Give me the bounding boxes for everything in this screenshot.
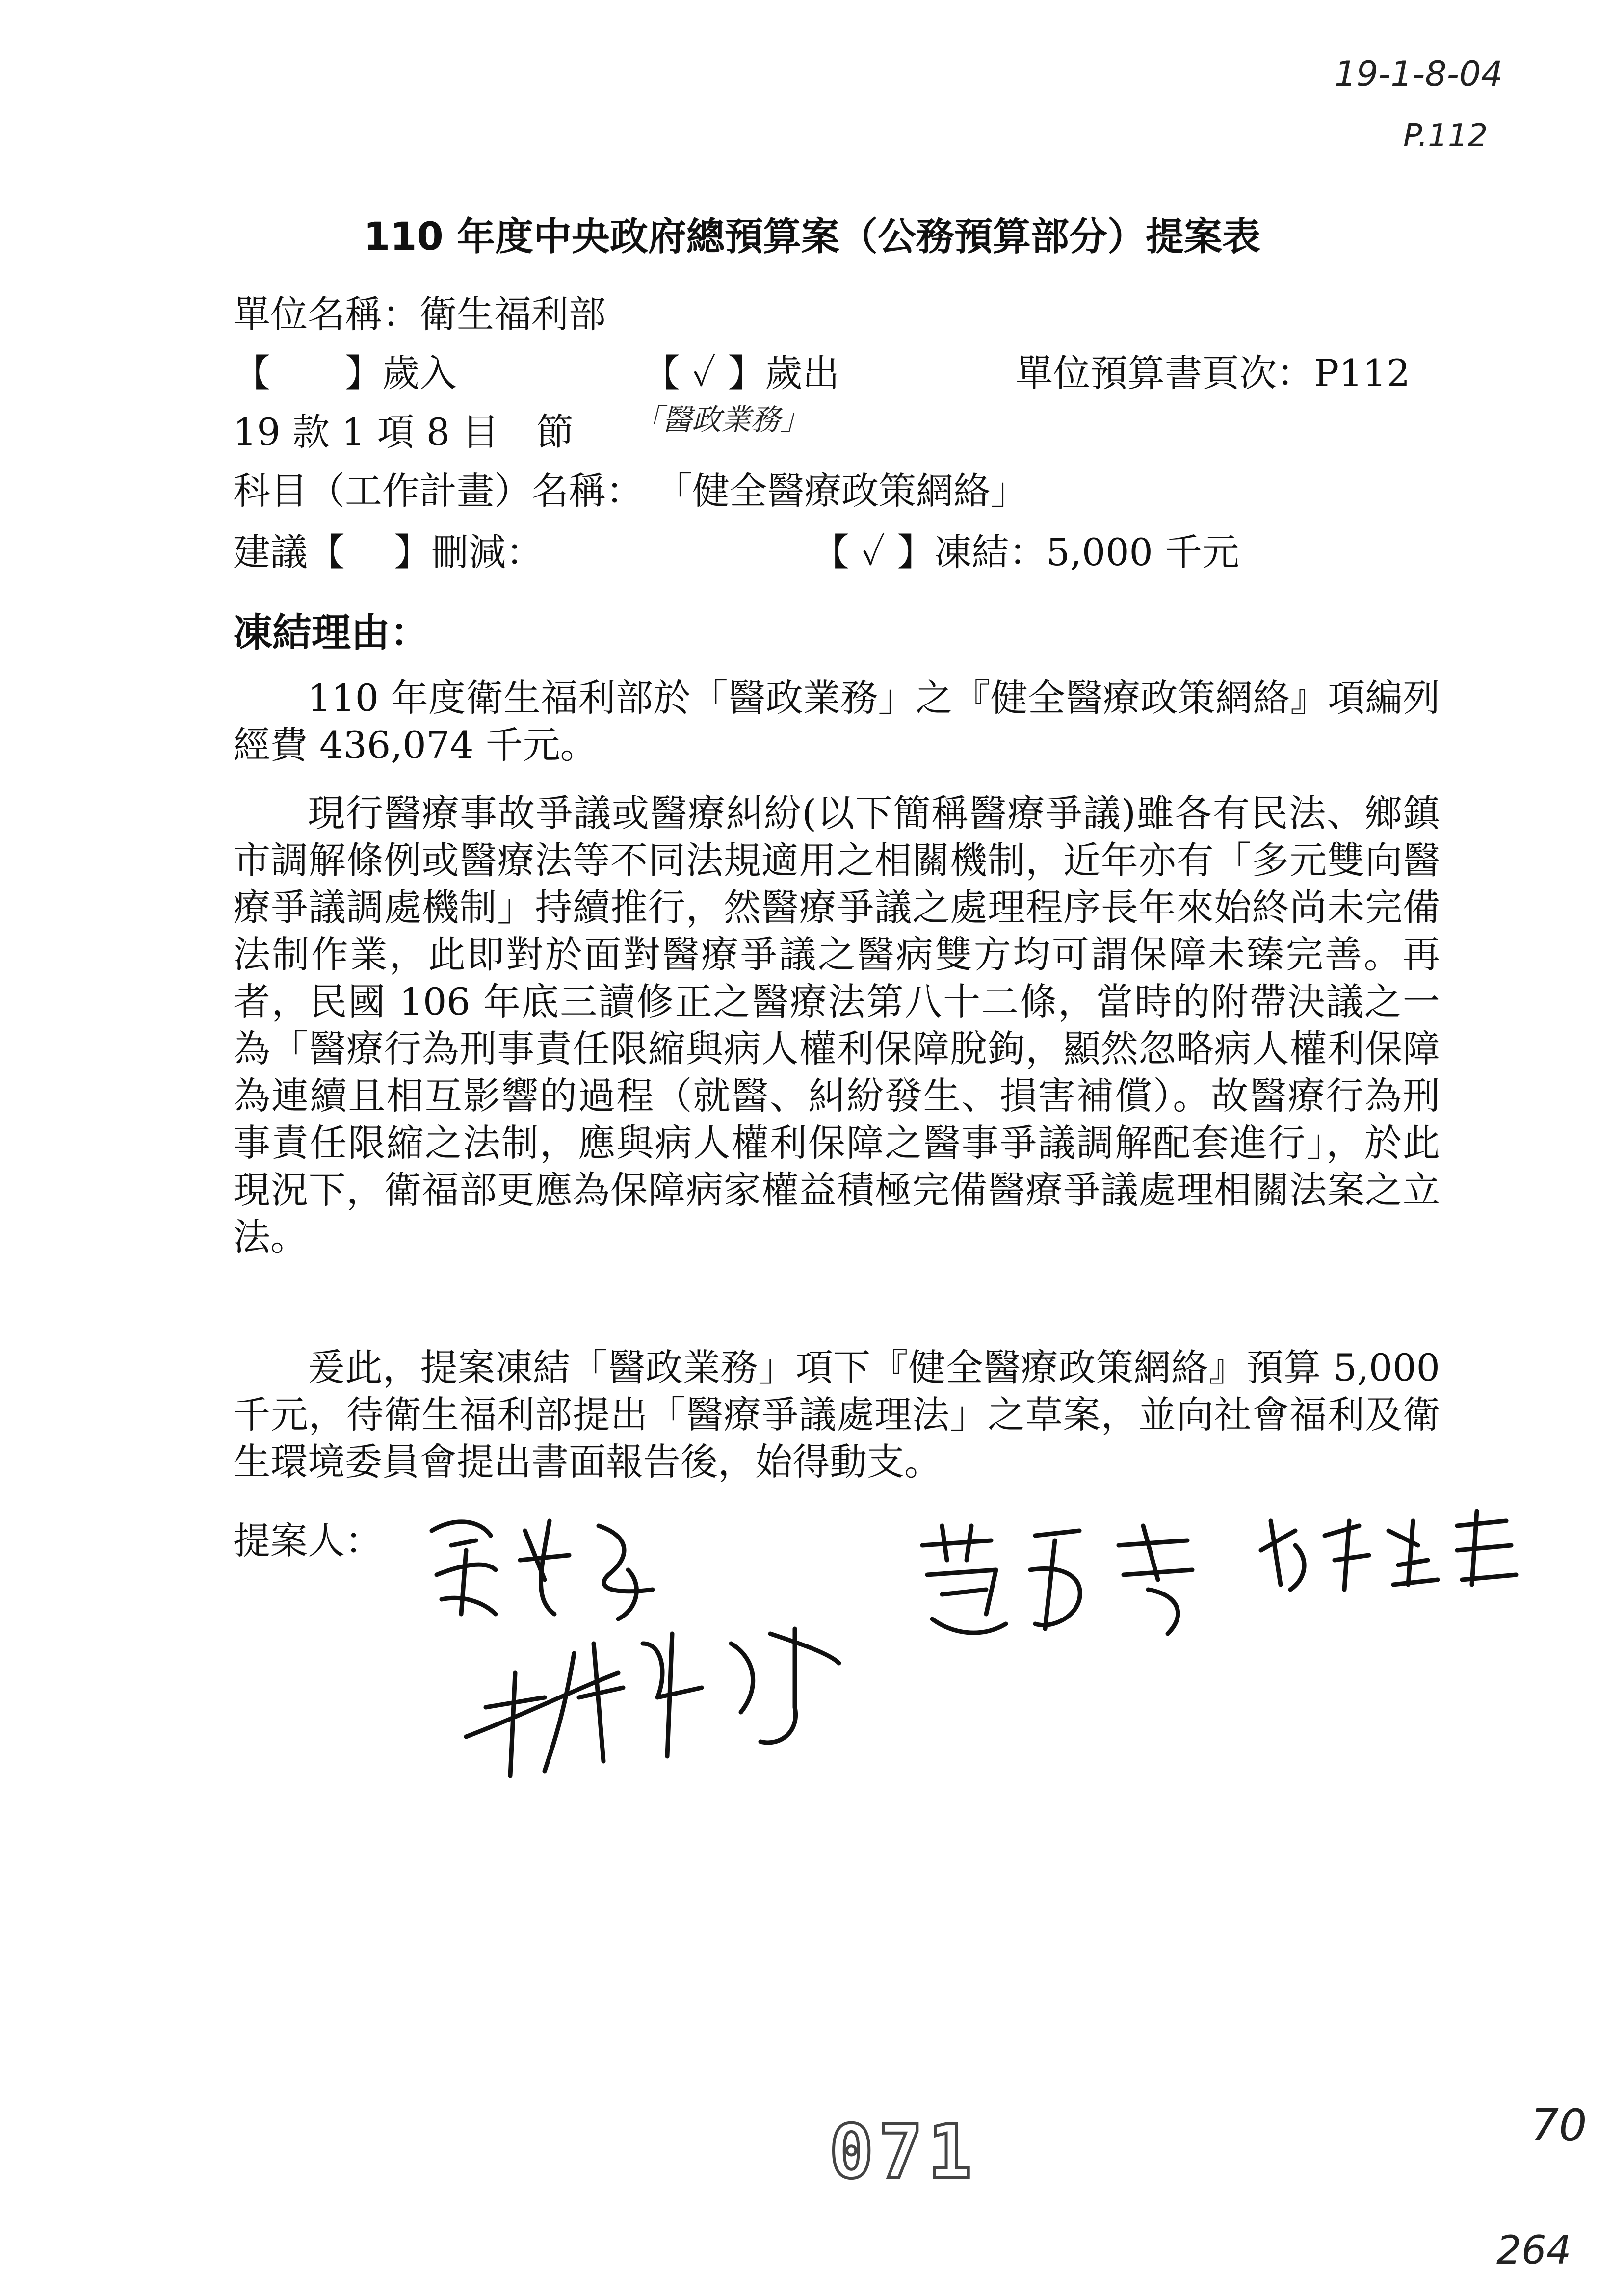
proposer-label: 提案人： [233,1519,382,1563]
paragraph-3: 爰此，提案凍結「醫政業務」項下『健全醫療政策網絡』預算 5,000 千元，待衛生福利部提出「醫療爭議處理法」之草案，並向社會福利及衛生環境委員會提出書面報告後，始得動支。 [233,1346,1440,1484]
expense-checkbox: 【 ✓ 】歲出 [643,351,840,395]
margin-annotation-b: 264 [1496,2227,1572,2273]
cut-proposal: 建議【 】刪減： [233,530,544,574]
paragraph-2: 現行醫療事故爭議或醫療糾紛(以下簡稱醫療爭議)雖各有民法、鄉鎮市調解條例或醫療法等不同法規適用之相關機制，近年亦有「多元雙向醫療爭議調處機制」持續推行，然醫療爭議之處理程序長年來始終尚未完備法制作業，此即對於面對醫療爭議之醫病雙方均可謂保障未臻完善。再者，民國 106 年底三讀修正之醫療法第八十二條，當時的附帶決議之一為「醫療行為刑事責任限縮與病人權利保障脫鉤，顯然忽略病人權利保障為連續且相互影響的過程（就醫、糾紛發生、損害補償）。故醫療行為刑事責任限縮之法制，應與病人權利保障之醫事爭議調解配套進行」，於此現況下，衛福部更應為保障病家權益積極完備醫療爭議處理相關法案之立法。 [233,791,1440,1259]
subject-value: 「健全醫療政策網絡」 [655,469,1028,513]
signature-4 [456,1614,868,1791]
budget-page-label: 單位預算書頁次：P112 [1016,351,1411,395]
paragraph-1: 110 年度衛生福利部於「醫政業務」之『健全醫療政策網絡』項編列經費 436,074 千元。 [233,676,1440,767]
freeze-proposal: 【 ✓ 】凍結：5,000 千元 [812,530,1240,574]
page-stamp-number: 071 [829,2110,977,2195]
item-classification: 19 款 1 項 8 目 節 [233,410,574,454]
unit-name-line: 單位名稱：衛生福利部 [233,292,606,336]
subject-label: 科目（工作計畫）名稱： [233,469,643,513]
reason-heading: 凍結理由： [233,610,429,655]
page-ref-annotation: P.112 [1403,118,1488,154]
signature-3 [1251,1501,1526,1599]
file-code-annotation: 19-1-8-04 [1335,54,1503,94]
margin-annotation-a: 70 [1531,2100,1587,2151]
signature-1 [422,1501,687,1629]
signature-2 [913,1516,1227,1644]
form-title: 110 年度中央政府總預算案（公務預算部分）提案表 [364,215,1260,259]
handwritten-item-note: 「醫政業務」 [633,403,810,437]
revenue-checkbox: 【 】歲入 [233,351,457,395]
